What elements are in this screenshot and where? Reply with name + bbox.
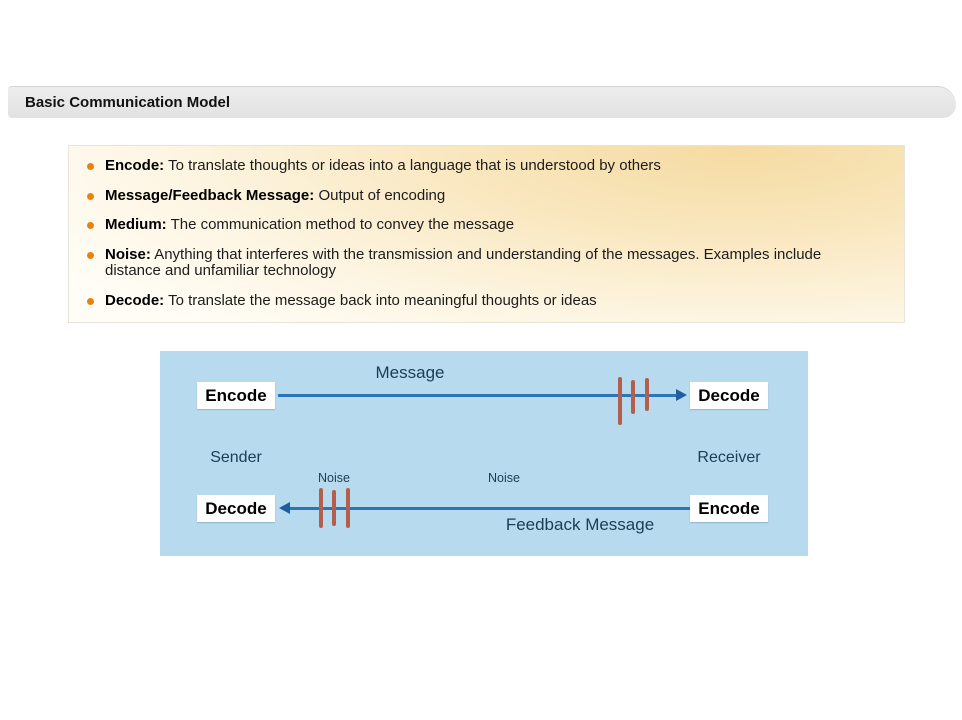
- section-header-bar: [8, 86, 956, 118]
- communication-diagram: [160, 351, 808, 556]
- noise-tick-icon: [319, 488, 323, 528]
- definition-text: [105, 188, 445, 205]
- term-definition: The communication method to convey the message: [170, 216, 515, 233]
- term-label: Medium:: [105, 216, 167, 233]
- noise-tick-icon: [346, 488, 350, 528]
- definitions-panel: [68, 145, 905, 323]
- receiver-label: Receiver: [697, 449, 761, 466]
- term-definition: To translate the message back into meaningful thoughts or ideas: [168, 291, 597, 309]
- page-title: Basic Communication Model: [25, 94, 231, 111]
- feedback-message-label: Feedback Message: [505, 515, 655, 534]
- term-label: Noise:: [105, 245, 151, 263]
- noise-tick-icon: [631, 380, 635, 414]
- noise-tick-icon: [645, 378, 649, 411]
- arrow-left-icon: [279, 502, 290, 514]
- list-item-encode: [87, 158, 886, 175]
- decode-box-sender: Decode: [197, 495, 275, 522]
- bullet-icon: [87, 222, 94, 229]
- list-item-message: [87, 188, 886, 205]
- term-definition: To translate thoughts or ideas into a language that is understood by others: [168, 157, 661, 174]
- definition-text: [105, 217, 514, 234]
- noise-label-center: Noise: [488, 471, 520, 485]
- bullet-icon: [87, 252, 94, 259]
- message-label: Message: [375, 363, 445, 382]
- feedback-arrow-line: [290, 507, 690, 510]
- arrow-right-icon: [676, 389, 687, 401]
- term-definition: Output of encoding: [318, 186, 446, 204]
- bullet-icon: [87, 298, 94, 305]
- term-label: Message/Feedback Message:: [105, 186, 315, 204]
- noise-label-left: Noise: [318, 471, 350, 485]
- term-label: Decode:: [105, 291, 165, 309]
- list-item-decode: [87, 293, 886, 310]
- definition-text: [105, 247, 850, 280]
- noise-tick-icon: [332, 490, 336, 526]
- definition-text: [105, 158, 661, 175]
- encode-box-receiver: Encode: [690, 495, 768, 522]
- encode-box-sender: Encode: [197, 382, 275, 409]
- sender-label: Sender: [210, 449, 262, 466]
- list-item-noise: [87, 247, 886, 280]
- noise-tick-icon: [618, 377, 622, 425]
- definition-text: [105, 293, 597, 310]
- list-item-medium: [87, 217, 886, 234]
- term-label: Encode:: [105, 157, 165, 174]
- term-definition: Anything that interferes with the transmission and understanding of the messages. Examples include distance and unfamiliar technology: [105, 245, 822, 279]
- decode-box-receiver: Decode: [690, 382, 768, 409]
- bullet-icon: [87, 193, 94, 200]
- bullet-icon: [87, 163, 94, 170]
